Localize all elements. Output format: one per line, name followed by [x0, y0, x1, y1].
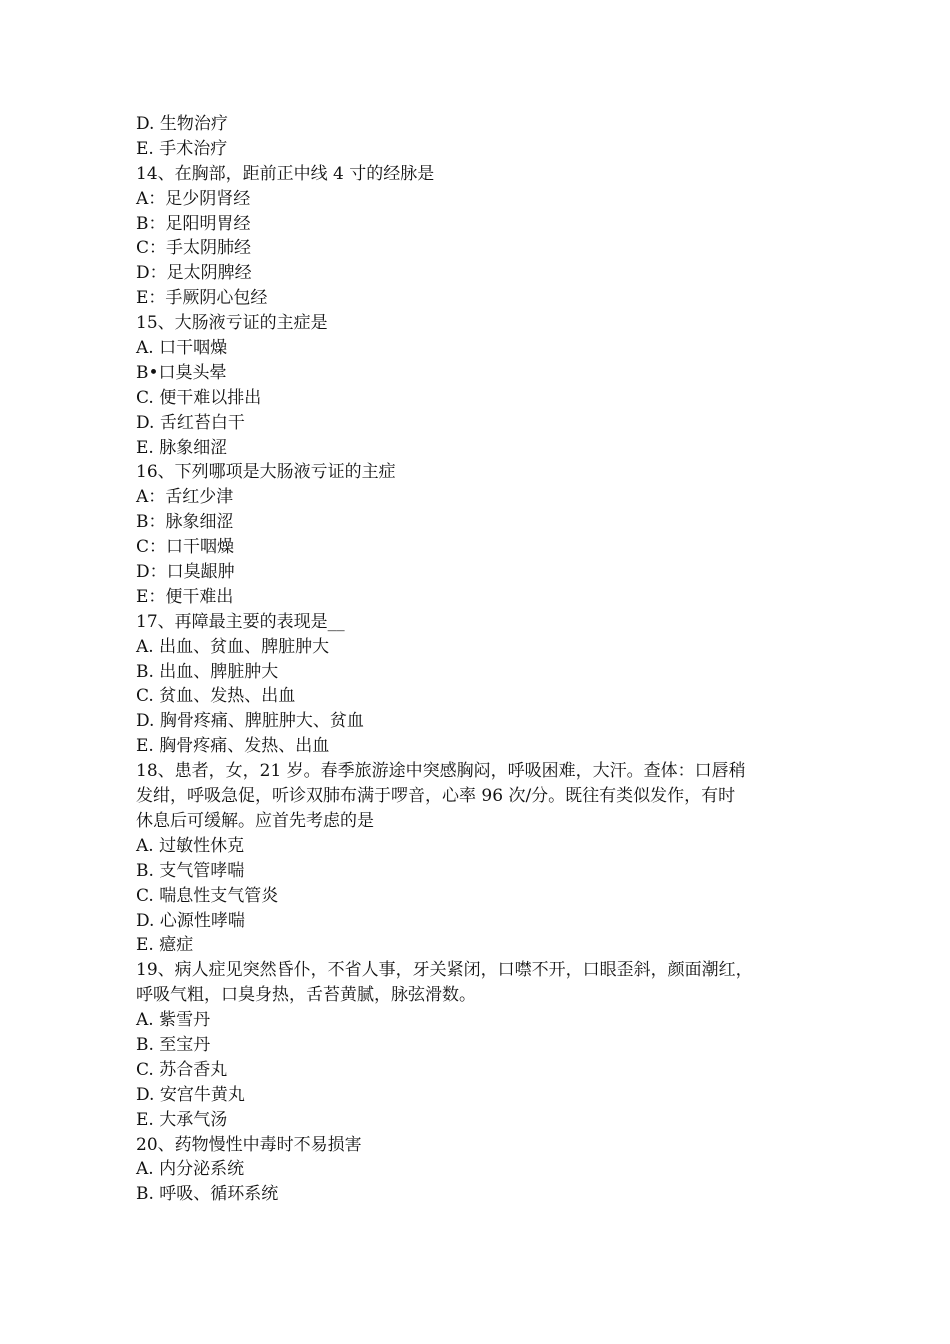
question-14: 14、在胸部，距前正中线 4 寸的经脉是: [136, 163, 435, 184]
question-16: 16、下列哪项是大肠液亏证的主症: [136, 462, 396, 483]
option-line: D. 安宫牛黄丸: [136, 1084, 245, 1105]
option-line: C. 贫血、发热、出血: [136, 686, 296, 707]
option-line: D：口臭龈肿: [136, 562, 235, 583]
option-line: E：手厥阴心包经: [136, 288, 268, 309]
option-line: E. 大承气汤: [136, 1109, 228, 1130]
option-line: C. 喘息性支气管炎: [136, 885, 279, 906]
option-line: A. 出血、贫血、脾脏肿大: [136, 636, 330, 657]
option-line: B. 至宝丹: [136, 1034, 211, 1055]
option-line: D. 心源性哮喘: [136, 910, 245, 931]
option-line: B. 支气管哮喘: [136, 860, 245, 881]
option-line: B：足阳明胃经: [136, 213, 251, 234]
option-line: A. 过敏性休克: [136, 835, 245, 856]
question-15: 15、大肠液亏证的主症是: [136, 313, 328, 334]
question-20: 20、药物慢性中毒时不易损害: [136, 1134, 362, 1155]
option-line: D. 舌红苔白干: [136, 412, 245, 433]
option-line: B. 出血、脾脏肿大: [136, 661, 279, 682]
option-line: A. 口干咽燥: [136, 338, 228, 359]
option-line: A：足少阴肾经: [136, 188, 251, 209]
option-line: C. 苏合香丸: [136, 1059, 228, 1080]
option-line: E. 胸骨疼痛、发热、出血: [136, 736, 330, 757]
option-line: E. 手术治疗: [136, 138, 228, 159]
question-18: 18、患者，女，21 岁。春季旅游途中突感胸闷，呼吸困难，大汗。查体：口唇稍: [136, 761, 746, 782]
option-line: B：脉象细涩: [136, 512, 234, 533]
question-18-cont: 发绀，呼吸急促，听诊双肺布满于啰音，心率 96 次/分。既往有类似发作，有时: [136, 786, 736, 807]
question-17: 17、再障最主要的表现是__: [136, 611, 345, 632]
option-line: D. 生物治疗: [136, 114, 228, 134]
option-line: A：舌红少津: [136, 487, 234, 508]
question-19-cont: 呼吸气粗，口臭身热，舌苔黄腻，脉弦滑数。: [136, 985, 476, 1006]
question-18-cont: 休息后可缓解。应首先考虑的是: [136, 810, 374, 831]
option-line: B. 呼吸、循环系统: [136, 1184, 279, 1205]
question-19: 19、病人症见突然昏仆，不省人事，牙关紧闭，口噤不开，口眼歪斜，颜面潮红，: [136, 960, 753, 981]
option-line: A. 紫雪丹: [136, 1010, 211, 1031]
document-page: [136, 112, 836, 1207]
option-line: D. 胸骨疼痛、脾脏肿大、贫血: [136, 711, 364, 732]
option-line: D：足太阴脾经: [136, 263, 252, 284]
option-line: C：口干咽燥: [136, 537, 235, 558]
option-line: E. 脉象细涩: [136, 437, 228, 458]
option-line: E. 癔症: [136, 935, 194, 956]
option-line: A. 内分泌系统: [136, 1159, 245, 1180]
option-line: C：手太阴肺经: [136, 238, 252, 259]
option-line: E：便干难出: [136, 586, 234, 607]
option-line: C. 便干难以排出: [136, 387, 262, 408]
option-line: B•口臭头晕: [136, 362, 227, 383]
